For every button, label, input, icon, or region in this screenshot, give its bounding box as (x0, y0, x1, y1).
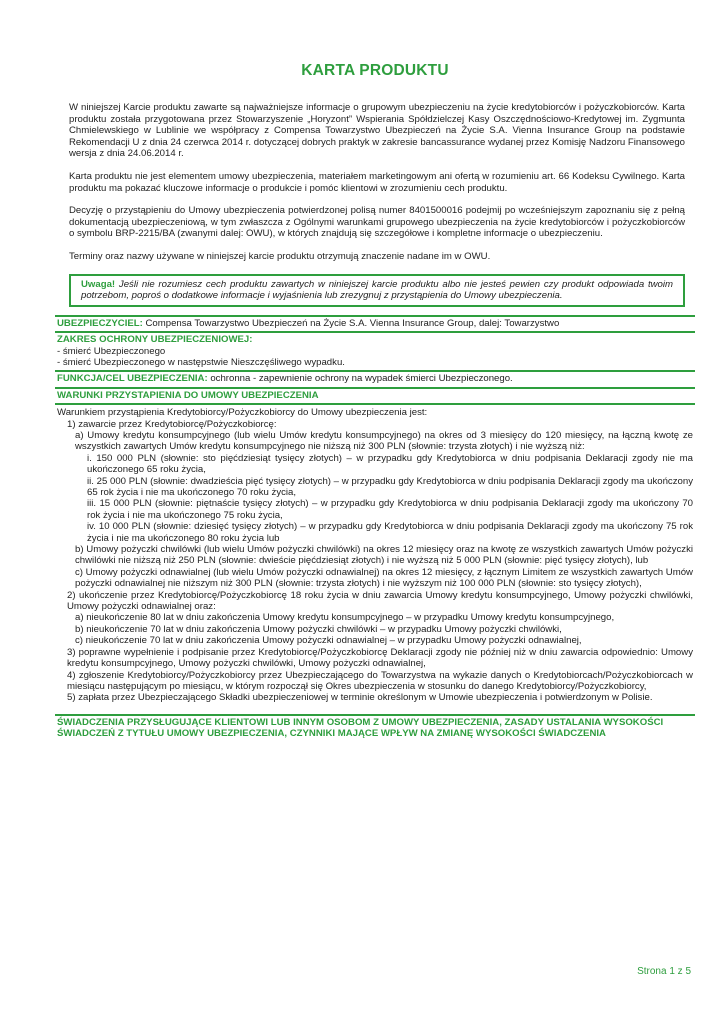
condition-subitem: b) Umowy pożyczki chwilówki (lub wielu Umów pożyczki chwilówki) na okres 12 miesięcy oraz na kwotę ze wszystkich zawartych Umów pożyczki chwilówki nie niższą niż 250 PLN (słownie: dwieście pięćdziesiąt złotych) i nie wyższą niż 5 000 PLN (słownie: pięć tysięcy złotych), lub (75, 544, 693, 567)
condition-item: 2) ukończenie przez Kredytobiorcę/Pożyczkobiorcę 18 roku życia w dniu zawarcia Umowy kredytu konsumpcyjnego, Umowy pożyczki chwilówki, Umowy pożyczki odnawialnej oraz: (67, 589, 693, 613)
condition-subitem: a) Umowy kredytu konsumpcyjnego (lub wielu Umów kredytu konsumpcyjnego) na okres od 3 miesięcy do 120 miesięcy, na łączną kwotę ze wszystkich zawartych Umów kredytu konsumpcyjnego nie niższą niż 300 PLN (słownie: trzysta złotych) i nie wyższą niż: (75, 429, 693, 453)
insurer-text: Compensa Towarzystwo Ubezpieczeń na Życie S.A. Vienna Insurance Group, dalej: Towarzystwo (145, 317, 560, 329)
intro-paragraph: W niniejszej Karcie produktu zawarte są najważniejsze informacje o grupowym ubezpieczeniu na życie kredytobiorców i pożyczkobiorców. Karta produktu została przygotowana przez Stowarzyszenie „Horyzont” Wspierania Spółdzielczej Kasy Oszczędnościowo-Kredytowej im. Zygmunta Chmielewskiego w Lublinie we współpracy z Compensa Towarzystwo Ubezpieczeń na Życie S.A. Vienna Insurance Group na podstawie Rekomendacji U z dnia 24 czerwca 2014 r. dotyczącej dobrych praktyk w zakresie bancassurance wydanej przez Komisję Nadzoru Finansowego wersja z dnia 24.06.2014 r. (69, 102, 685, 160)
benefits-label: ŚWIADCZENIA PRZYSŁUGUJĄCE KLIENTOWI LUB INNYM OSOBOM Z UMOWY UBEZPIECZENIA, ZASADY USTALANIA WYSOKOŚCI ŚWIADCZEŃ Z TYTUŁU UMOWY UBEZPIECZENIA, CZYNNIKI MAJĄCE WPŁYW NA ZMIANĘ WYSOKOŚCI ŚWIADCZENIA (57, 716, 664, 740)
intro-paragraph: Decyzję o przystąpieniu do Umowy ubezpieczenia potwierdzonej polisą numer 8401500016 podejmij po wcześniejszym zapoznaniu się z pełną dokumentacją ubezpieczeniową, w tym zwłaszcza z Ogólnymi warunkami grupowego ubezpieczenia na życie kredytobiorców i pożyczkobiorców o symbolu BRP-2215/BA (zwanymi dalej: OWU), w których znajdują się szczegółowe i kompletne informacje o ubezpieczeniu. (69, 205, 685, 240)
page-title: KARTA PRODUKTU (301, 62, 449, 79)
function-label: FUNKCJA/CEL UBEZPIECZENIA: (57, 373, 208, 385)
warning-label: Uwaga! (81, 278, 116, 290)
intro-paragraph: Terminy oraz nazwy używane w niniejszej karcie produktu otrzymują znaczenie nadane im w OWU. (69, 250, 491, 262)
warning-text: Jeśli nie rozumiesz cech produktu zawartych w niniejszej karcie produktu albo nie jesteś pewien czy produkt odpowiada twoim potrzebom, poproś o dodatkowe informacje i wyjaśnienia lub zrezygnuj z przystąpienia do Umowy ubezpieczenia. (81, 278, 673, 302)
warning-box (69, 274, 685, 307)
conditions-body (55, 403, 695, 706)
condition-item: 5) zapłata przez Ubezpieczającego Składki ubezpieczeniowej w terminie określonym w Umowie ubezpieczenia i potwierdzonym w Polisie. (67, 692, 653, 704)
condition-item: 3) poprawne wypełnienie i podpisanie przez Kredytobiorcę/Pożyczkobiorcę Deklaracji zgody nie później niż w dniu zawarcia odpowiednio: Umowy kredytu konsumpcyjnego, Umowy pożyczki chwilówki, Umowy pożyczki odnawialnej, (67, 646, 693, 670)
scope-label: ZAKRES OCHRONY UBEZPIECZENIOWEJ: (57, 334, 253, 346)
intro-section (55, 102, 695, 263)
condition-item: 1) zawarcie przez Kredytobiorcę/Pożyczkobiorcę: (67, 418, 277, 430)
condition-subitem: iv. 10 000 PLN (słownie: dziesięć tysięcy złotych) – w przypadku gdy Kredytobiorca w dniu podpisania Deklaracji zgody ma ukończony 75 rok życia i nie ma ukończonego 80 roku życia lub (87, 521, 693, 544)
page-number: Strona 1 z 5 (637, 966, 691, 977)
intro-paragraph: Karta produktu nie jest elementem umowy ubezpieczenia, materiałem marketingowym ani ofertą w rozumieniu art. 66 Kodeksu Cywilnego. Karta produktu ma pokazać kluczowe informacje o produkcie i pomóc klientowi w zrozumieniu cech produktu. (69, 170, 685, 194)
benefits-section (55, 714, 695, 742)
condition-subitem: ii. 25 000 PLN (słownie: dwadzieścia pięć tysięcy złotych) – w przypadku gdy Kredytobiorca w dniu podpisania Deklaracji zgody ma ukończony 65 rok życia i nie ma ukończonego 70 roku życia, (87, 475, 693, 498)
insurer-section (55, 315, 695, 331)
conditions-lead: Warunkiem przystąpienia Kredytobiorcy/Pożyczkobiorcy do Umowy ubezpieczenia jest: (57, 407, 428, 419)
conditions-section (55, 387, 695, 403)
scope-section (55, 331, 695, 370)
scope-item: - śmierć Ubezpieczonego w następstwie Nieszczęśliwego wypadku. (57, 356, 345, 368)
condition-subitem: c) Umowy pożyczki odnawialnej (lub wielu Umów pożyczki odnawialnej) na okres 12 miesięcy, z łącznym Limitem ze wszystkich zawartych Umów pożyczki odnawialnej nie niższym niż 300 PLN (słownie: trzysta złotych) i nie wyższym niż 100 000 PLN (słownie: sto tysięcy złotych), (75, 566, 693, 590)
scope-item: - śmierć Ubezpieczonego (57, 345, 166, 357)
condition-subitem: i. 150 000 PLN (słownie: sto pięćdziesiąt tysięcy złotych) – w przypadku gdy Kredytobiorca w dniu podpisania Deklaracji zgody nie ma ukończonego 65 roku życia, (87, 452, 693, 476)
condition-item: 4) zgłoszenie Kredytobiorcy/Pożyczkobiorcy przez Ubezpieczającego do Towarzystwa na wykazie danych o Kredytobiorcach/Pożyczkobiorcach w miesiącu następującym po miesiącu, w którym rozpoczął się Okres ubezpieczenia w stosunku do danego Kredytobiorcy/Pożyczkobiorcy, (67, 669, 693, 692)
insurer-label: UBEZPIECZYCIEL: (57, 317, 143, 329)
function-section (55, 370, 695, 386)
conditions-label: WARUNKI PRZYSTAPIENIA DO UMOWY UBEZPIECZENIA (57, 389, 319, 401)
condition-subitem: c) nieukończenie 70 lat w dniu zakończenia Umowy pożyczki odnawialnej – w przypadku Umowy pożyczki odnawialnej, (75, 635, 582, 647)
condition-subitem: a) nieukończenie 80 lat w dniu zakończenia Umowy kredytu konsumpcyjnego – w przypadku Umowy kredytu konsumpcyjnego, (75, 612, 615, 624)
condition-subitem: iii. 15 000 PLN (słownie: piętnaście tysięcy złotych) – w przypadku gdy Kredytobiorca w dniu podpisania Deklaracji zgody ma ukończony 70 rok życia i nie ma ukończonego 75 roku życia, (87, 498, 693, 521)
function-text: ochronna - zapewnienie ochrony na wypadek śmierci Ubezpieczonego. (210, 373, 513, 385)
condition-subitem: b) nieukończenie 70 lat w dniu zakończenia Umowy pożyczki chwilówki – w przypadku Umowy pożyczki chwilówki, (75, 623, 562, 635)
document-page (55, 62, 695, 742)
